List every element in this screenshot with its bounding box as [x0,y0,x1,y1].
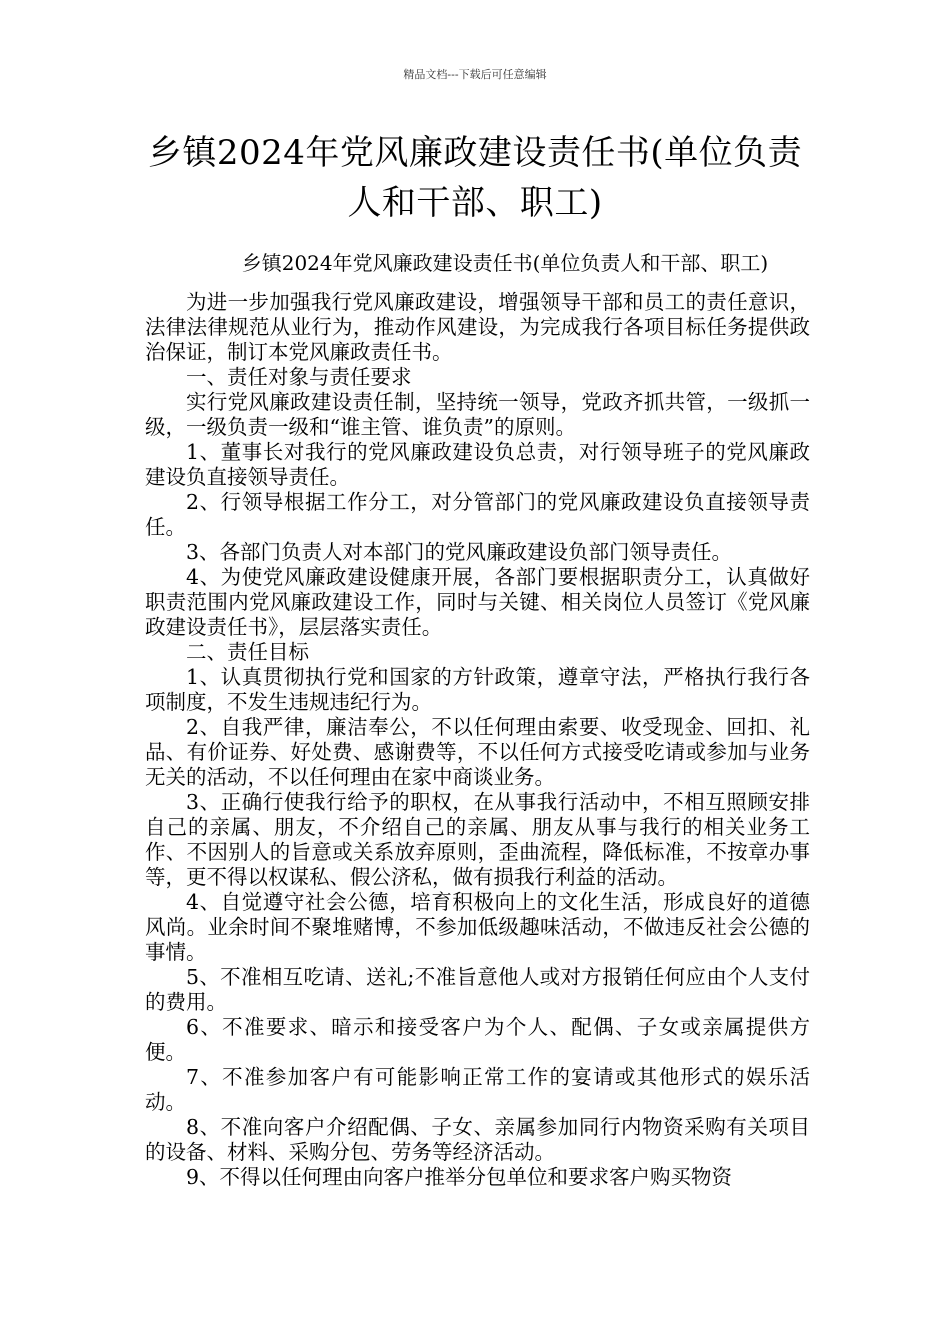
paragraph: 3、正确行使我行给予的职权，在从事我行活动中，不相互照顾安排自己的亲属、朋友，不介绍自己的亲属、朋友从事与我行的相关业务工作、不因别人的旨意或关系放弃原则，歪曲流程，降低标准，不按章办事等，更不得以权谋私、假公济私，做有损我行利益的活动。 [145,790,810,889]
paragraph: 8、不准向客户介绍配偶、子女、亲属参加同行内物资采购有关项目的设备、材料、采购分包、劳务等经济活动。 [145,1115,810,1164]
section-heading: 二、责任目标 [186,640,309,664]
paragraph: 5、不准相互吃请、送礼;不准旨意他人或对方报销任何应由个人支付的费用。 [145,965,810,1014]
paragraph: 4、自觉遵守社会公德，培育积极向上的文化生活，形成良好的道德风尚。业余时间不聚堆赌博，不参加低级趣味活动，不做违反社会公德的事情。 [145,890,810,964]
paragraph: 2、行领导根据工作分工，对分管部门的党风廉政建设负直接领导责任。 [145,490,810,539]
paragraph: 4、为使党风廉政建设健康开展，各部门要根据职责分工，认真做好职责范围内党风廉政建设工作，同时与关键、相关岗位人员签订《党风廉政建设责任书》，层层落实责任。 [145,565,810,639]
document-body [145,290,810,1190]
document-subtitle: 乡镇2024年党风廉政建设责任书(单位负责人和干部、职工) [241,251,769,275]
paragraph: 1、董事长对我行的党风廉政建设负总责，对行领导班子的党风廉政建设负直接领导责任。 [145,440,810,489]
paragraph: 2、自我严律，廉洁奉公，不以任何理由索要、收受现金、回扣、礼品、有价证券、好处费、感谢费等，不以任何方式接受吃请或参加与业务无关的活动，不以任何理由在家中商谈业务。 [145,715,810,789]
paragraph: 6、不准要求、暗示和接受客户为个人、配偶、子女或亲属提供方便。 [145,1015,810,1064]
paragraph: 7、不准参加客户有可能影响正常工作的宴请或其他形式的娱乐活动。 [145,1065,810,1114]
paragraph: 为进一步加强我行党风廉政建设，增强领导干部和员工的责任意识，法律法律规范从业行为，推动作风建设，为完成我行各项目标任务提供政治保证，制订本党风廉政责任书。 [145,290,810,364]
section-heading: 一、责任对象与责任要求 [186,365,412,389]
paragraph: 3、各部门负责人对本部门的党风廉政建设负部门领导责任。 [186,540,733,564]
paragraph: 9、不得以任何理由向客户推举分包单位和要求客户购买物资 [186,1165,733,1189]
paragraph: 实行党风廉政建设责任制，坚持统一领导，党政齐抓共管，一级抓一级，一级负责一级和“谁主管、谁负责”的原则。 [145,390,810,439]
header-note: 精品文档---下载后可任意编辑 [403,68,547,81]
document-title: 乡镇2024年党风廉政建设责任书(单位负责人和干部、职工) [147,133,803,223]
paragraph: 1、认真贯彻执行党和国家的方针政策，遵章守法，严格执行我行各项制度，不发生违规违纪行为。 [145,665,810,714]
